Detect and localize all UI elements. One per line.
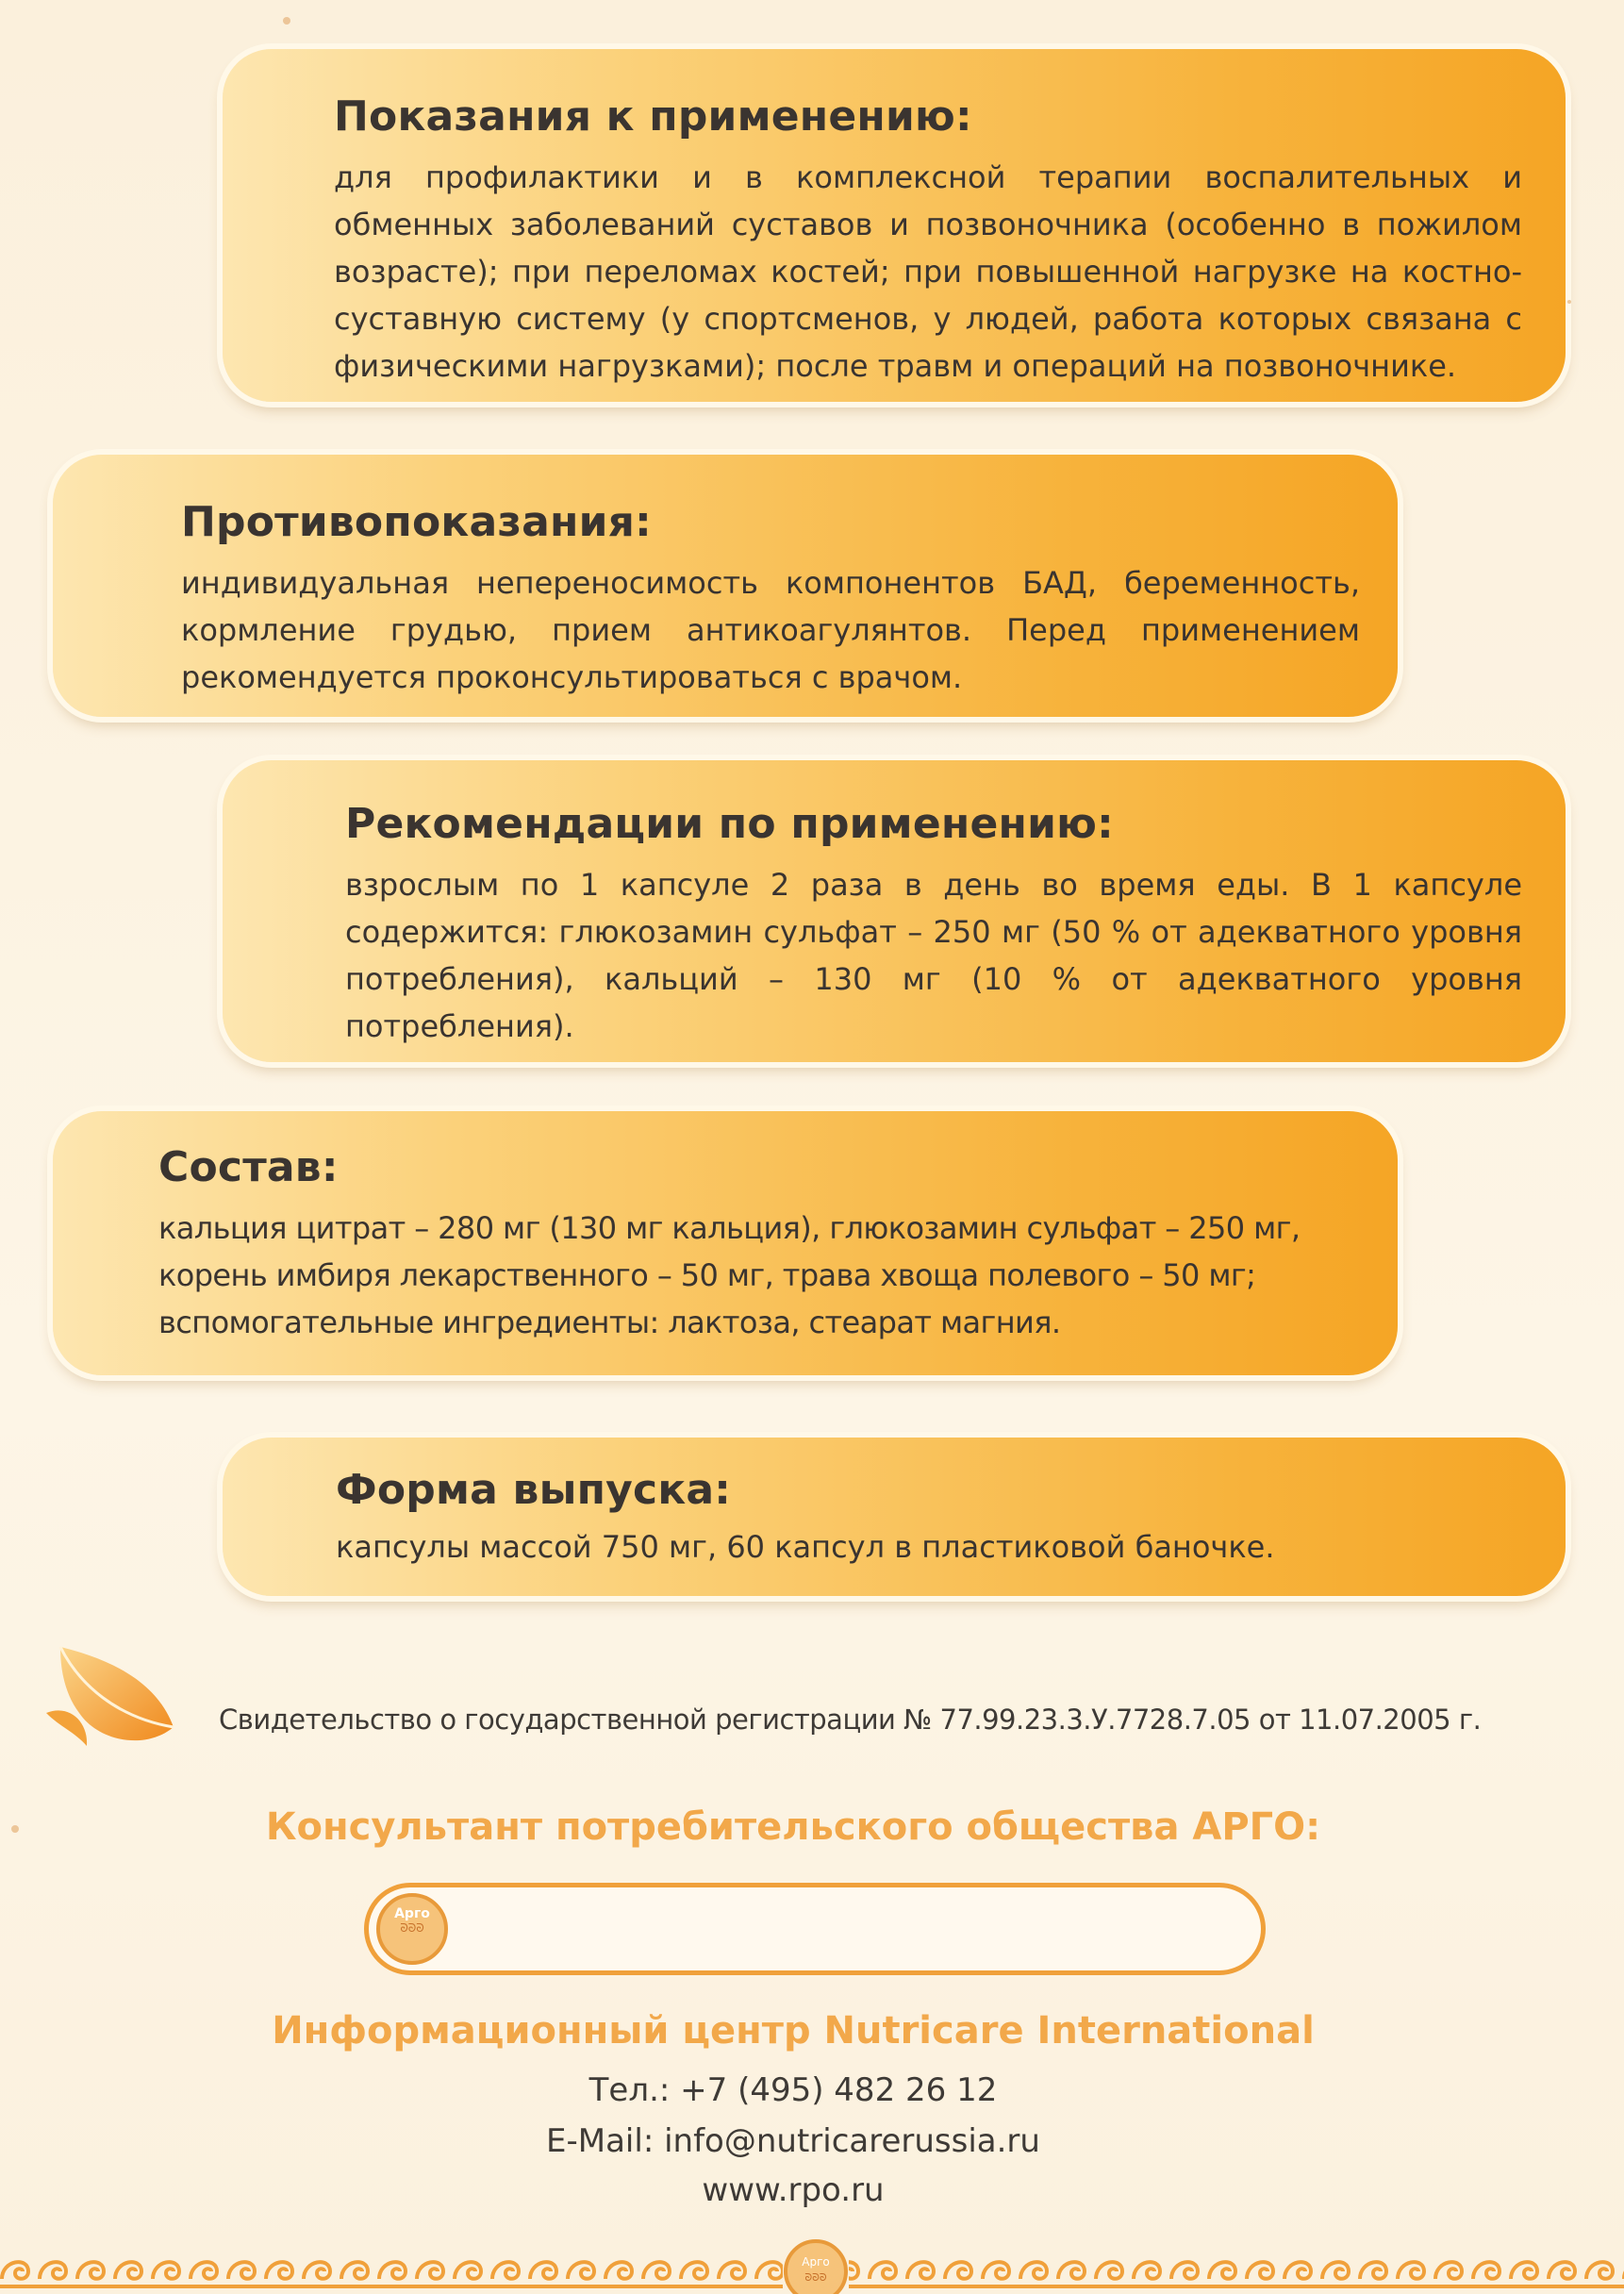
- release-form-text: капсулы массой 750 мг, 60 капсул в пластиковой баночке.: [336, 1529, 1275, 1565]
- contraindications-title: Противопоказания:: [181, 498, 652, 546]
- contraindications-text: индивидуальная непереносимость компонентов БАД, беременность, кормление грудью, прием антикоагулянтов. Перед применением рекомендуется проконсультироваться с врачом.: [181, 565, 1360, 695]
- consultant-stamp-field: [364, 1883, 1266, 1975]
- email-address: E-Mail: info@nutricarerussia.ru: [546, 2122, 1040, 2160]
- argo-badge-icon: Арго ᘐᘐᘐ: [376, 1893, 448, 1965]
- composition-panel: [53, 1111, 1398, 1375]
- svg-text:Арго: Арго: [802, 2255, 830, 2269]
- usage-recommendations-panel: [223, 760, 1566, 1062]
- composition-title: Состав:: [158, 1143, 339, 1191]
- consultant-title: Консультант потребительского общества АРГО:: [265, 1805, 1321, 1849]
- composition-line: вспомогательные ингредиенты: лактоза, стеарат магния.: [158, 1305, 1061, 1340]
- usage-recommendations-title: Рекомендации по применению:: [345, 800, 1114, 848]
- greek-wave-border: [0, 2237, 1624, 2294]
- indications-title: Показания к применению:: [334, 92, 972, 141]
- release-form-title: Форма выпуска:: [336, 1466, 732, 1514]
- release-form-panel: [223, 1438, 1566, 1596]
- composition-line: кальция цитрат – 280 мг (130 мг кальция), глюкозамин сульфат – 250 мг,: [158, 1210, 1301, 1246]
- composition-line: корень имбиря лекарственного – 50 мг, трава хвоща полевого – 50 мг;: [158, 1257, 1256, 1293]
- argo-badge-label: Арго: [394, 1906, 430, 1921]
- indications-panel: [223, 49, 1566, 402]
- speckle: [1567, 300, 1571, 304]
- indications-text: для профилактики и в комплексной терапии воспалительных и обменных заболеваний суставов и позвоночника (особенно в пожилом возрасте); при переломах костей; при повышенной нагрузке на костно-суставную систему (у спортсменов, у людей, работа которых связана с физическими нагрузками); после травм и операций на позвоночнике.: [334, 159, 1522, 384]
- website-link[interactable]: www.rpo.ru: [702, 2171, 885, 2209]
- phone-number: Тел.: +7 (495) 482 26 12: [588, 2071, 998, 2109]
- info-center-title: Информационный центр Nutricare International: [272, 2009, 1315, 2053]
- speckle: [283, 17, 290, 25]
- leaf-logo-icon: [41, 1637, 183, 1760]
- contraindications-panel: [53, 455, 1398, 717]
- usage-recommendations-text: взрослым по 1 капсуле 2 раза в день во время еды. В 1 капсуле содержится: глюкозамин сульфат – 250 мг (50 % от адекватного уровня потребления), кальций – 130 мг (10 % от адекватного уровня потребления).: [345, 867, 1522, 1044]
- registration-certificate: Свидетельство о государственной регистрации № 77.99.23.3.У.7728.7.05 от 11.07.2005 г.: [219, 1704, 1482, 1736]
- speckle: [11, 1825, 19, 1833]
- svg-text:ᘐᘐᘐ: ᘐᘐᘐ: [804, 2271, 827, 2284]
- composition-text: [158, 1205, 1360, 1346]
